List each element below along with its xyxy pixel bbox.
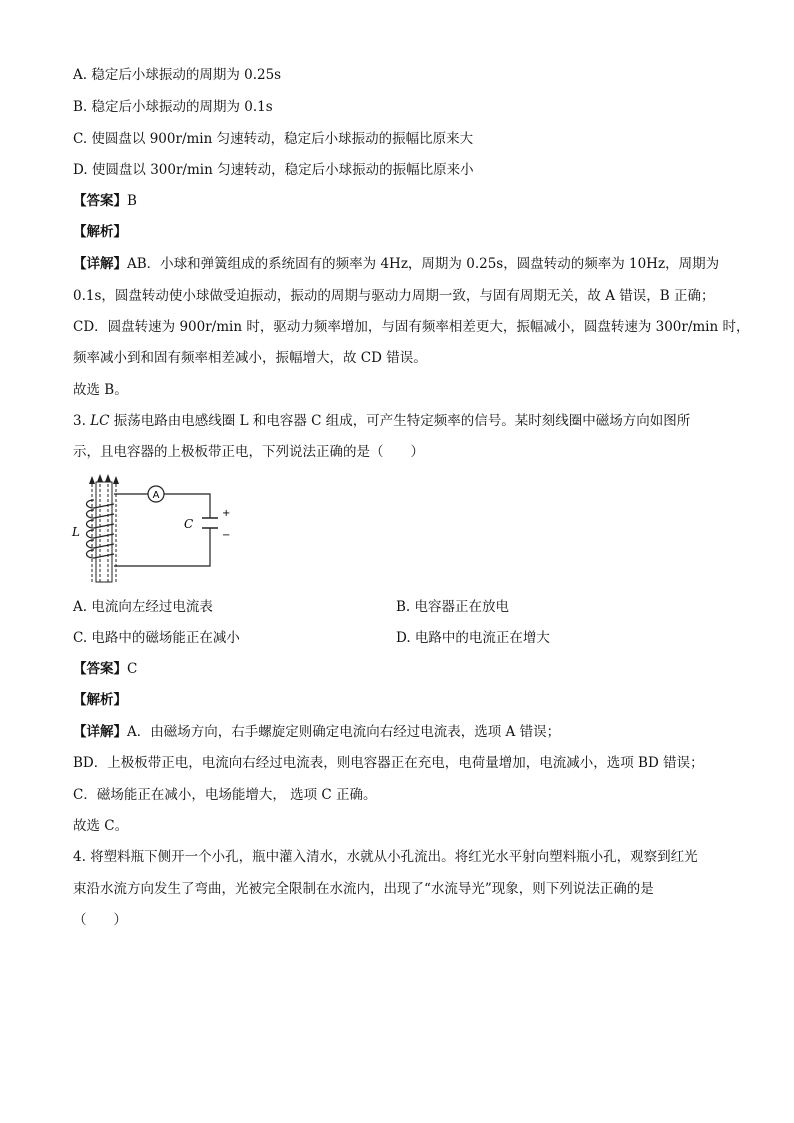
q3-stem-line-2: 示，且电容器的上极板带正电，下列说法正确的是（ ）: [73, 444, 424, 460]
q2-analysis-label: [73, 222, 127, 242]
analysis-label: 【解析】: [73, 692, 127, 708]
analysis-label: 【解析】: [73, 224, 127, 240]
q3-detail-line-2: BD．上极板带正电，电流向右经过电流表，则电容器正在充电，电荷量增加，电流减小，选项 BD 错误；: [73, 755, 704, 771]
q2-detail-line-3: CD．圆盘转速为 900r/min 时，驱动力频率增加，与固有频率相差更大，振幅减小，圆盘转速为 300r/min 时，: [73, 319, 750, 335]
q3-option-a: A. 电流向左经过电流表: [73, 599, 213, 615]
q2-detail-line-1: [73, 254, 719, 274]
answer-label: 【答案】: [73, 193, 127, 209]
answer-label: 【答案】: [73, 661, 127, 677]
q3-option-c: C. 电路中的磁场能正在减小: [73, 630, 240, 646]
q3-detail-line-1: [73, 722, 560, 742]
answer-value: C: [127, 661, 138, 677]
q2-conclusion: 故选 B。: [73, 382, 128, 398]
minus-sign: −: [222, 530, 230, 541]
q2-detail-line-2: 0.1s，圆盘转动使小球做受迫振动，振动的周期与驱动力周期一致，与固有周期无关，故 A 错误，B 正确；: [73, 288, 715, 304]
q2-option-a: A. 稳定后小球振动的周期为 0.25s: [73, 67, 282, 83]
q4-stem-line-2: 束沿水流方向发生了弯曲，光被完全限制在水流内，出现了“水流导光”现象，则下列说法正确的是: [73, 881, 654, 897]
ammeter-label: A: [152, 490, 160, 501]
q2-option-b: B. 稳定后小球振动的周期为 0.1s: [73, 99, 273, 115]
q2-option-d: D. 使圆盘以 300r/min 匀速转动，稳定后小球振动的振幅比原来小: [73, 162, 474, 178]
detail-text: A．由磁场方向，右手螺旋定则确定电流向右经过电流表，选项 A 错误；: [127, 724, 561, 740]
detail-label: 【详解】: [73, 724, 127, 740]
q2-detail-line-4: 频率减小到和固有频率相差减小，振幅增大，故 CD 错误。: [73, 350, 427, 366]
q3-analysis-label: [73, 690, 127, 710]
q4-stem-line-1: 4. 将塑料瓶下侧开一个小孔，瓶中灌入清水，水就从小孔流出。将红光水平射向塑料瓶小孔，观察到红光: [73, 849, 698, 865]
q4-stem-line-3: （ ）: [73, 912, 127, 928]
q3-answer: [73, 659, 137, 679]
q3-option-b: B. 电容器正在放电: [396, 599, 510, 615]
detail-text: AB．小球和弹簧组成的系统固有的频率为 4Hz，周期为 0.25s，圆盘转动的频率为 10Hz，周期为: [127, 256, 720, 272]
answer-value: B: [127, 193, 137, 209]
q3-number: 3.: [73, 413, 86, 429]
inductor-core: [96, 482, 112, 582]
q3-option-d: D. 电路中的电流正在增大: [396, 630, 550, 646]
detail-label: 【详解】: [73, 256, 127, 272]
q3-stem-text: 振荡电路由电感线圈 L 和电容器 C 组成，可产生特定频率的信号。某时刻线圈中磁场方向如图所: [113, 413, 691, 429]
q3-conclusion: 故选 C。: [73, 818, 129, 834]
q3-stem-line-1: [73, 411, 690, 431]
q3-lc-math: LC: [90, 413, 110, 429]
inductor-label: L: [72, 525, 80, 539]
q2-answer: [73, 191, 137, 211]
plus-sign: +: [222, 508, 230, 519]
q2-option-c: C. 使圆盘以 900r/min 匀速转动，稳定后小球振动的振幅比原来大: [73, 131, 474, 147]
circuit-wires: [114, 494, 210, 566]
q3-detail-line-3: C．磁场能正在减小，电场能增大， 选项 C 正确。: [73, 787, 377, 803]
capacitor-label: C: [184, 517, 194, 531]
lc-circuit-figure: [70, 470, 230, 590]
